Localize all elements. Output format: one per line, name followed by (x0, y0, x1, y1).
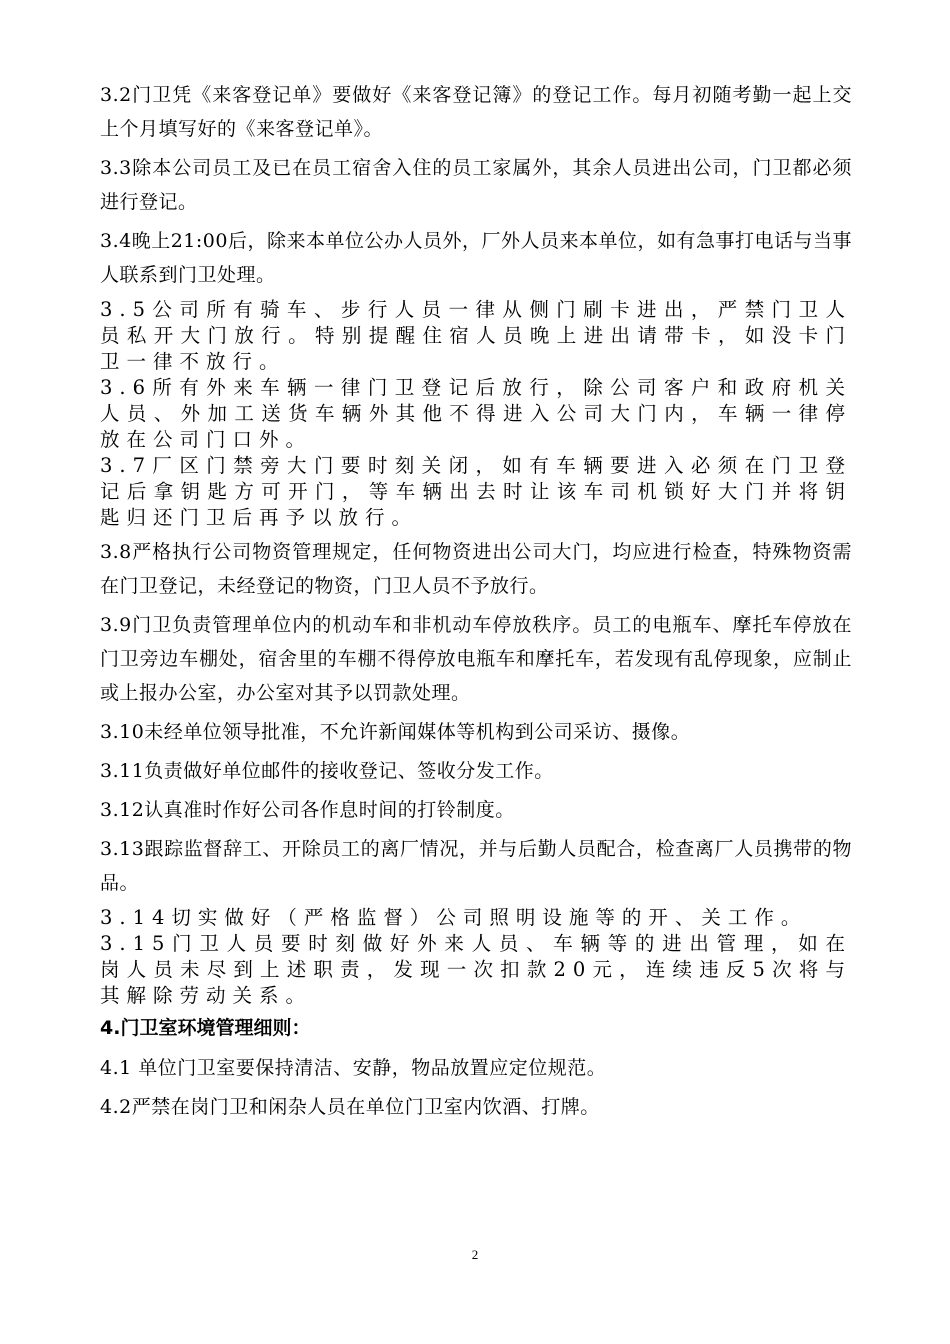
paragraph-3-11: 3.11负责做好单位邮件的接收登记、签收分发工作。 (100, 760, 554, 782)
page-number: 2 (471, 1247, 479, 1262)
paragraph-4-1: 4.1 单位门卫室要保持清洁、安静，物品放置应定位规范。 (100, 1057, 607, 1079)
paragraph-3-7: 3.7厂区门禁旁大门要时刻关闭，如有车辆要进入必须在门卫登记后拿钥匙方可开门，等车辆出去时让该车司机锁好大门并将钥匙归还门卫后再予以放行。 (100, 454, 852, 529)
paragraph-3-5: 3.5公司所有骑车、步行人员一律从侧门刷卡进出，严禁门卫人员私开大门放行。特别提醒住宿人员晚上进出请带卡，如没卡门卫一律不放行。 (100, 298, 852, 373)
paragraph-3-8: 3.8严格执行公司物资管理规定，任何物资进出公司大门，均应进行检查，特殊物资需在门卫登记，未经登记的物资，门卫人员不予放行。 (100, 541, 852, 597)
paragraph-3-2: 3.2门卫凭《来客登记单》要做好《来客登记簿》的登记工作。每月初随考勤一起上交上个月填写好的《来客登记单》。 (100, 84, 852, 140)
paragraph-3-12: 3.12认真准时作好公司各作息时间的打铃制度。 (100, 799, 515, 821)
paragraph-3-10: 3.10未经单位领导批准，不允许新闻媒体等机构到公司采访、摄像。 (100, 721, 691, 743)
document-body (100, 78, 852, 1129)
paragraph-3-4: 3.4晚上21:00后，除来本单位公办人员外，厂外人员来本单位，如有急事打电话与当事人联系到门卫处理。 (100, 230, 852, 286)
paragraph-3-3: 3.3除本公司员工及已在员工宿舍入住的员工家属外，其余人员进出公司，门卫都必须进行登记。 (100, 157, 852, 213)
paragraph-4-2: 4.2严禁在岗门卫和闲杂人员在单位门卫室内饮酒、打牌。 (100, 1096, 600, 1118)
paragraph-3-14: 3.14切实做好（严格监督）公司照明设施等的开、关工作。 (100, 906, 808, 929)
paragraph-3-6: 3.6所有外来车辆一律门卫登记后放行，除公司客户和政府机关人员、外加工送货车辆外其他不得进入公司大门内，车辆一律停放在公司门口外。 (100, 376, 852, 451)
section-4-heading: 4.门卫室环境管理细则： (100, 1017, 311, 1039)
paragraph-3-9: 3.9门卫负责管理单位内的机动车和非机动车停放秩序。员工的电瓶车、摩托车停放在门卫旁边车棚处，宿舍里的车棚不得停放电瓶车和摩托车，若发现有乱停现象，应制止或上报办公室，办公室对其予以罚款处理。 (100, 614, 852, 704)
paragraph-3-15: 3.15门卫人员要时刻做好外来人员、车辆等的进出管理，如在岗人员未尽到上述职责，发现一次扣款20元，连续违反5次将与其解除劳动关系。 (100, 932, 852, 1007)
paragraph-3-13: 3.13跟踪监督辞工、开除员工的离厂情况，并与后勤人员配合，检查离厂人员携带的物品。 (100, 838, 852, 894)
